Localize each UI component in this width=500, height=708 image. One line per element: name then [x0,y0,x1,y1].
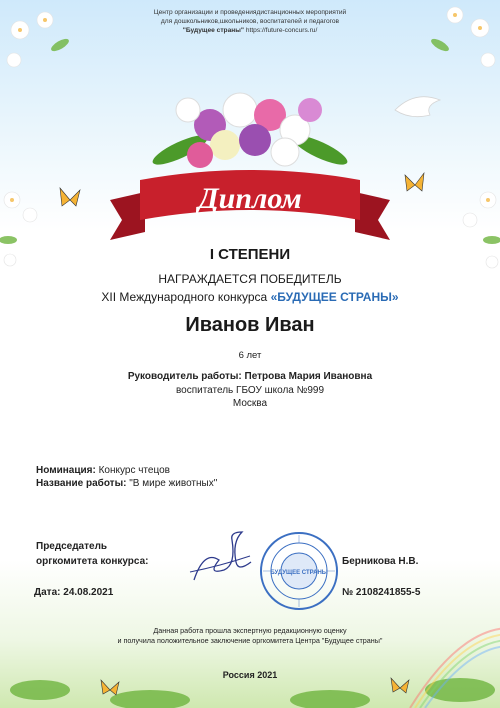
organizer-header [130,8,370,35]
supervisor: Руководитель работы: Петрова Мария Ивановна [127,371,373,382]
degree-title: I СТЕПЕНИ [209,246,291,263]
nomination-value: Конкурс чтецов [98,465,170,476]
work-label: Название работы: [36,478,127,489]
ribbon-title: Диплом [198,182,302,215]
diploma-ribbon [100,160,400,240]
chair-label-2: оргкомитета конкурса: [36,556,149,567]
footer-country-year: Россия 2021 [222,670,278,680]
signature [186,528,256,588]
stamp-text: БУДУЩЕЕ СТРАНЫ [270,570,328,576]
diploma-number: № 2108241855-5 [342,587,421,598]
note-line-1: Данная работа прошла экспертную редакционную оценку [153,626,347,635]
winner-name: Иванов Иван [185,314,315,336]
organization-stamp [258,530,340,612]
contest-name: «БУДУЩЕЕ СТРАНЫ» [270,290,399,304]
header-line-2: для дошкольников,школьников, воспитателей и педагогов [160,18,340,25]
expert-note [80,626,420,646]
issue-date: Дата: 24.08.2021 [34,587,114,598]
contest-prefix: XII Международного конкурса [101,290,268,304]
work-value: "В мире животных" [129,478,218,489]
supervisor-position: воспитатель ГБОУ школа №999 [175,385,325,396]
chair-name: Берникова Н.В. [342,556,419,567]
header-line-1: Центр организации и проведениядистанционных мероприятий [153,9,347,16]
award-line: НАГРАЖДАЕТСЯ ПОБЕДИТЕЛЬ [158,272,342,286]
nomination [36,465,170,476]
winner-age: 6 лет [238,350,262,361]
org-name: "Будущее страны" [182,27,244,34]
work-title [36,478,217,489]
contest-line [0,290,500,304]
org-url: https://future-concurs.ru/ [245,27,318,34]
note-line-2: и получила положительное заключение оргкомитета Центра "Будущее страны" [117,636,383,645]
nomination-label: Номинация: [36,465,96,476]
header-line-3 [130,26,370,35]
city: Москва [232,398,268,409]
chair-label-1: Председатель [36,541,108,552]
